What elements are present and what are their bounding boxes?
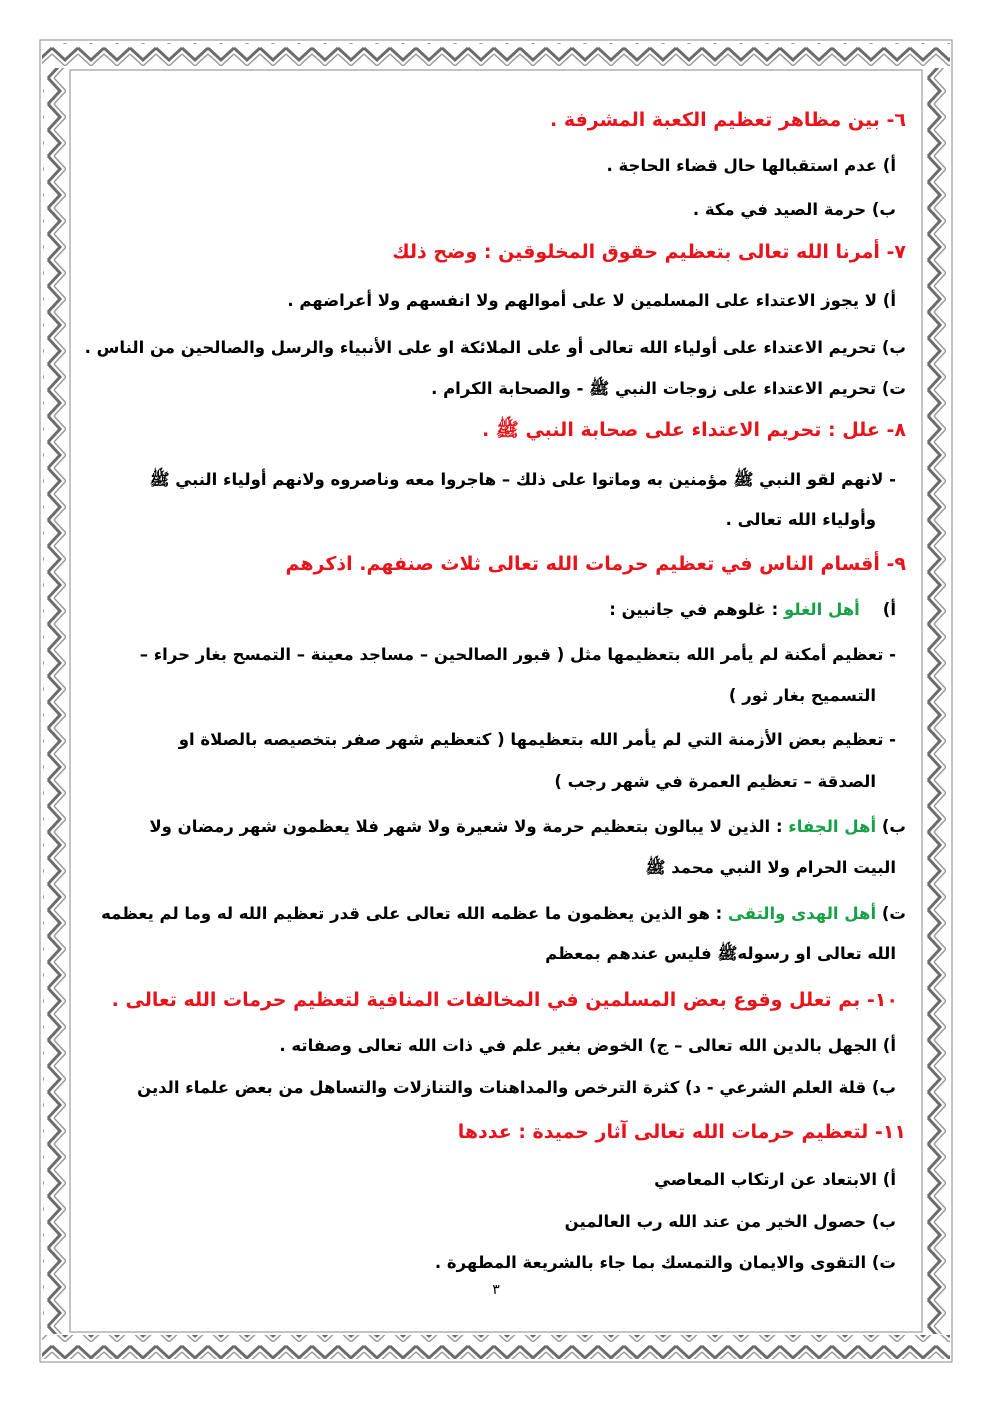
page-number: ٣ bbox=[492, 1282, 500, 1298]
question-11-title: ١١- لتعظيم حرمات الله تعالى آثار حميدة : عددها bbox=[457, 1121, 906, 1143]
question-8-answer-line1: - لانهم لقو النبي ﷺ مؤمنين به وماتوا على ذلك – هاجروا معه وناصروه ولانهم أولياء النبي ﷺ bbox=[149, 470, 896, 489]
question-9-bullet2-line1: - تعظيم بعض الأزمنة التي لم يأمر الله بتعظيمها ( كتعظيم شهر صفر بتخصيصه بالصلاة او bbox=[178, 730, 896, 749]
question-8-answer-line2: وأولياء الله تعالى . bbox=[725, 510, 876, 529]
question-9-answer-c bbox=[80, 902, 906, 926]
group-label-huda: أهل الهدى والتقى bbox=[728, 904, 877, 923]
question-9-bullet2-line2: الصدقة – تعظيم العمرة في شهر رجب ) bbox=[554, 772, 876, 791]
question-6-answer-b: ب) حرمة الصيد في مكة . bbox=[692, 200, 896, 219]
question-7-title: ٧- أمرنا الله تعالى بتعظيم حقوق المخلوقين : وضح ذلك bbox=[392, 241, 906, 263]
answer-b-prefix: ب) bbox=[881, 817, 906, 836]
answer-b-text: : الذين لا يبالون بتعظيم حرمة ولا شعيرة ولا شهر فلا يعظمون شهر رمضان ولا bbox=[149, 817, 789, 836]
question-11-answer-c: ت) التقوى والايمان والتمسك بما جاء بالشريعة المطهرة . bbox=[434, 1253, 896, 1272]
question-9-answer-b-line2: البيت الحرام ولا النبي محمد ﷺ bbox=[645, 858, 896, 877]
question-10-title: ١٠- بم تعلل وقوع بعض المسلمين في المخالفات المنافية لتعظيم حرمات الله تعالى . bbox=[111, 989, 898, 1011]
question-10-answer-line1: أ) الجهل بالدين الله تعالى – ج) الخوض بغير علم في ذات الله تعالى وصفاته . bbox=[279, 1036, 896, 1055]
question-7-answer-b: ب) تحريم الاعتداء على أولياء الله تعالى أو على الملائكة او على الأنبياء والرسل والصالحين من الناس . bbox=[84, 338, 906, 357]
question-9-answer-c-line2: الله تعالى او رسولهﷺ فليس عندهم بمعظم bbox=[545, 944, 896, 963]
question-6-title: ٦- بين مظاهر تعظيم الكعبة المشرفة . bbox=[549, 109, 906, 131]
question-9-bullet1-line1: - تعظيم أمكنة لم يأمر الله بتعظيمها مثل ( قبور الصالحين – مساجد معينة – التمسح بغار حراء – bbox=[139, 645, 896, 664]
question-10-answer-line2: ب) قلة العلم الشرعي - د) كثرة الترخص والمداهنات والتنازلات والتساهل من بعض علماء الدين bbox=[137, 1078, 896, 1097]
question-6-answer-a: أ) عدم استقبالها حال قضاء الحاجة . bbox=[606, 156, 896, 175]
question-8-title: ٨- علل : تحريم الاعتداء على صحابة النبي ﷺ . bbox=[482, 419, 906, 441]
question-7-answer-c: ت) تحريم الاعتداء على زوجات النبي ﷺ - والصحابة الكرام . bbox=[431, 379, 906, 398]
group-label-ghulu: أهل الغلو bbox=[783, 600, 860, 619]
answer-a-prefix: أ) bbox=[882, 600, 896, 619]
question-9-bullet1-line2: التسميح بغار ثور ) bbox=[728, 686, 876, 705]
question-11-answer-a: أ) الابتعاد عن ارتكاب المعاصي bbox=[654, 1170, 896, 1189]
question-9-answer-b bbox=[80, 815, 906, 839]
group-label-jafa: أهل الجفاء bbox=[788, 817, 877, 836]
question-9-title: ٩- أقسام الناس في تعظيم حرمات الله تعالى ثلاث صنفهم. اذكرهم bbox=[285, 553, 906, 575]
question-11-answer-b: ب) حصول الخير من عند الله رب العالمين bbox=[564, 1212, 896, 1231]
question-7-answer-a: أ) لا يجوز الاعتداء على المسلمين لا على أموالهم ولا انفسهم ولا أعراضهم . bbox=[287, 291, 896, 310]
answer-a-text: : غلوهم في جانبين : bbox=[609, 600, 784, 619]
answer-c-text: : هو الذين يعظمون ما عظمه الله تعالى على قدر تعظيم الله له وما لم يعظمه bbox=[101, 904, 728, 923]
answer-c-prefix: ت) bbox=[881, 904, 906, 923]
question-9-answer-a bbox=[80, 598, 896, 622]
